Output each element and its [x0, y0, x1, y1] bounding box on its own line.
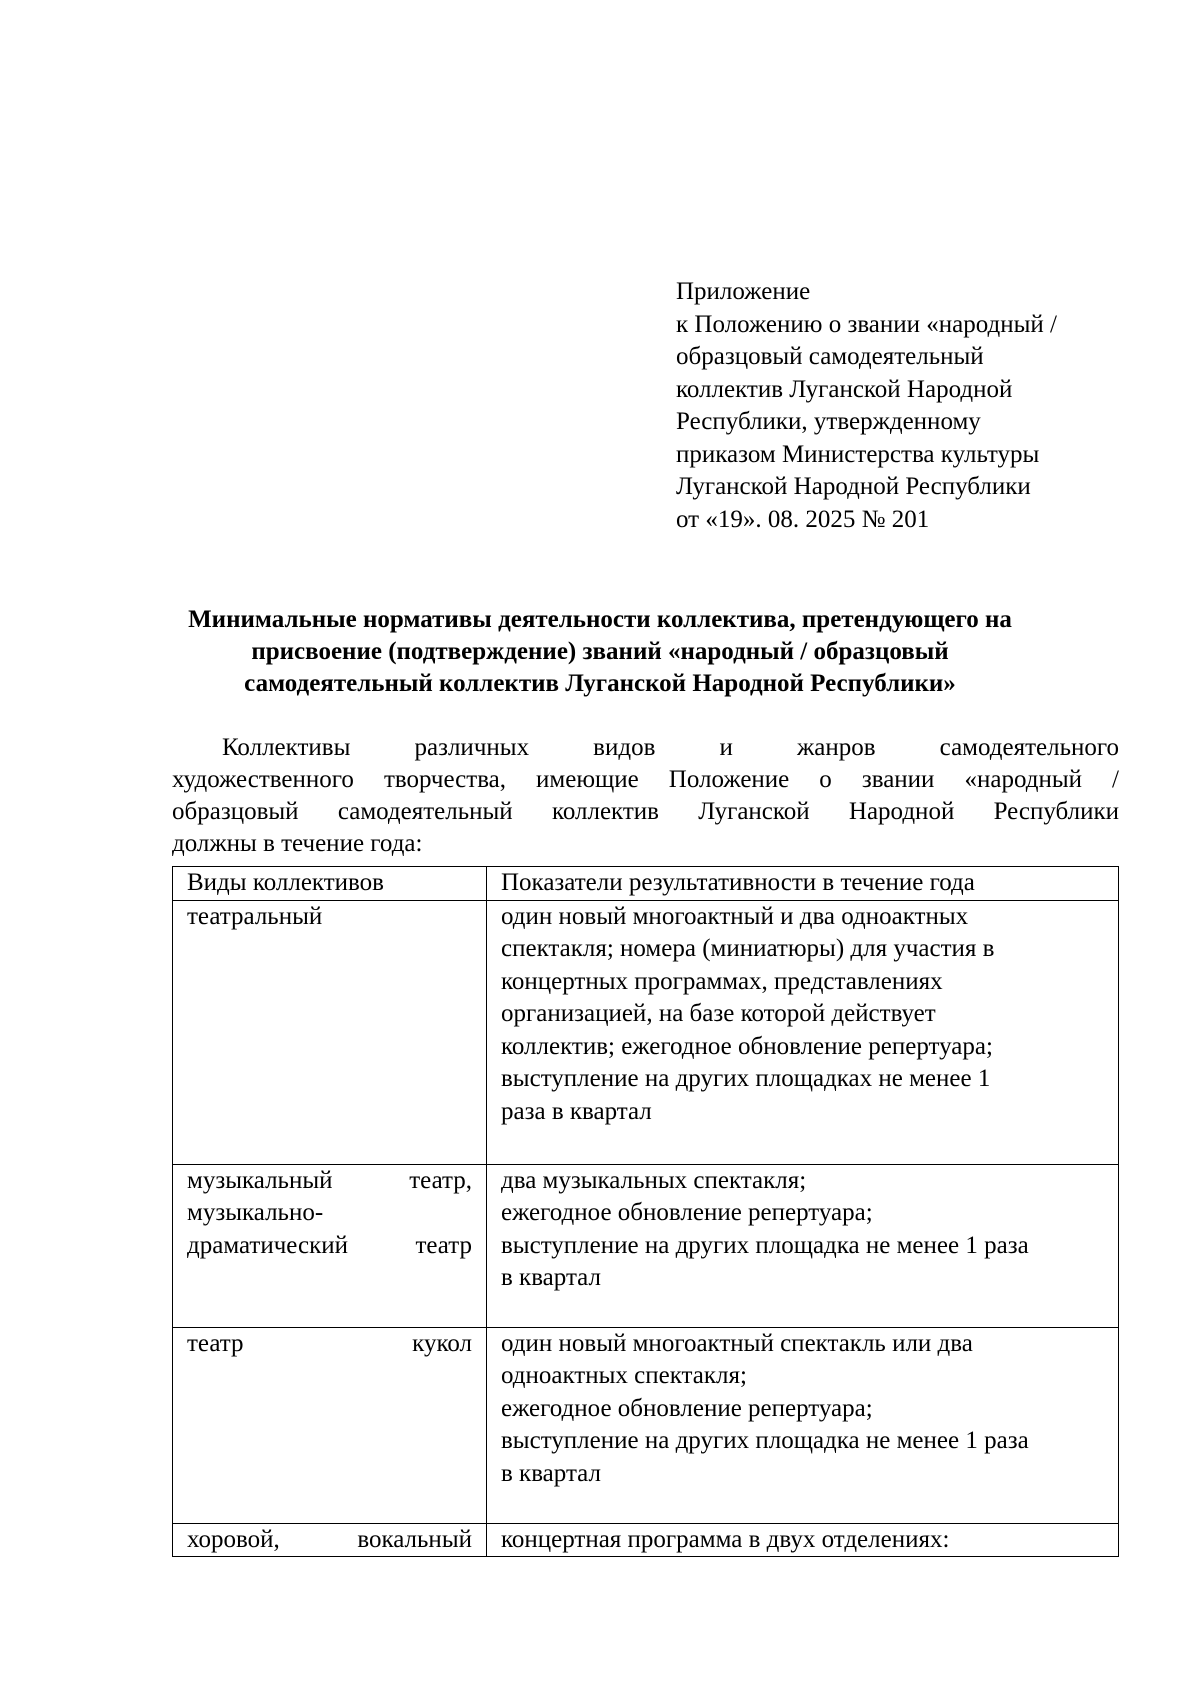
document-title — [150, 604, 1050, 700]
appendix-line: Луганской Народной Республики — [676, 473, 1031, 500]
appendix-line: от «19». 08. 2025 № 201 — [676, 505, 930, 533]
cell-line: спектакля; номера (миниатюры) для участия в — [501, 935, 995, 962]
cell-indicators — [487, 900, 1119, 1164]
cell-line: два музыкальных спектакля; — [501, 1166, 807, 1194]
cell-line: хоровой, вокальный — [187, 1525, 472, 1553]
cell-line: музыкально- — [187, 1199, 324, 1226]
header-kind-label: Виды коллективов — [187, 869, 384, 896]
appendix-line: образцовый самодеятельный — [676, 343, 984, 370]
cell-line: концертных программах, представлениях — [501, 967, 943, 995]
cell-line: коллектив; ежегодное обновление репертуара; — [501, 1032, 993, 1060]
cell-line: ежегодное обновление репертуара; — [501, 1394, 873, 1422]
intro-line: художественного творчества, имеющие Положение о звании «народный / — [172, 766, 1119, 793]
intro-line: образцовый самодеятельный коллектив Луганской Народной Республики — [172, 798, 1119, 825]
cell-line: ежегодное обновление репертуара; — [501, 1199, 873, 1226]
header-kind — [173, 867, 487, 901]
cell-kind — [173, 1523, 487, 1557]
cell-line: театр кукол — [187, 1329, 472, 1357]
appendix-line: Приложение — [676, 278, 811, 305]
table-header-row — [173, 867, 1119, 901]
appendix-note — [676, 276, 1156, 536]
cell-line: одноактных спектакля; — [501, 1362, 747, 1389]
appendix-line: к Положению о звании «народный / — [676, 310, 1058, 338]
cell-kind — [173, 1327, 487, 1523]
cell-kind — [173, 900, 487, 1164]
cell-line: в квартал — [501, 1264, 601, 1291]
title-line: присвоение (подтверждение) званий «народный / образцовый — [251, 638, 949, 665]
cell-line: один новый многоактный и два одноактных — [501, 902, 969, 930]
cell-kind — [173, 1164, 487, 1327]
cell-line: драматический театр — [187, 1231, 472, 1259]
cell-line: выступление на других площадках не менее 1 — [501, 1065, 991, 1092]
table-row — [173, 900, 1119, 1164]
title-line: Минимальные нормативы деятельности коллектива, претендующего на — [188, 606, 1012, 633]
title-line: самодеятельный коллектив Луганской Народной Республики» — [244, 670, 956, 697]
norms-table — [172, 866, 1119, 1557]
cell-line: один новый многоактный спектакль или два — [501, 1329, 973, 1357]
cell-line: выступление на других площадка не менее 1 раза — [501, 1231, 1029, 1259]
intro-line: Коллективы различных видов и жанров самодеятельного — [222, 734, 1119, 761]
cell-line: организацией, на базе которой действует — [501, 1000, 936, 1027]
cell-indicators — [487, 1164, 1119, 1327]
table-row — [173, 1523, 1119, 1557]
cell-line: в квартал — [501, 1459, 601, 1487]
header-indicators-label: Показатели результативности в течение года — [501, 869, 975, 896]
appendix-line: Республики, утвержденному — [676, 408, 981, 435]
cell-indicators — [487, 1523, 1119, 1557]
table-row — [173, 1327, 1119, 1523]
intro-paragraph — [172, 732, 1119, 860]
cell-line: раза в квартал — [501, 1097, 652, 1125]
intro-line: должны в течение года: — [172, 830, 423, 857]
appendix-line: приказом Министерства культуры — [676, 440, 1040, 468]
cell-line: концертная программа в двух отделениях: — [501, 1525, 950, 1553]
cell-indicators — [487, 1327, 1119, 1523]
appendix-line: коллектив Луганской Народной — [676, 375, 1013, 403]
cell-line: театральный — [187, 902, 323, 930]
header-indicators — [487, 867, 1119, 901]
cell-line: музыкальный театр, — [187, 1166, 472, 1194]
table-row — [173, 1164, 1119, 1327]
cell-line: выступление на других площадка не менее 1 раза — [501, 1427, 1029, 1454]
